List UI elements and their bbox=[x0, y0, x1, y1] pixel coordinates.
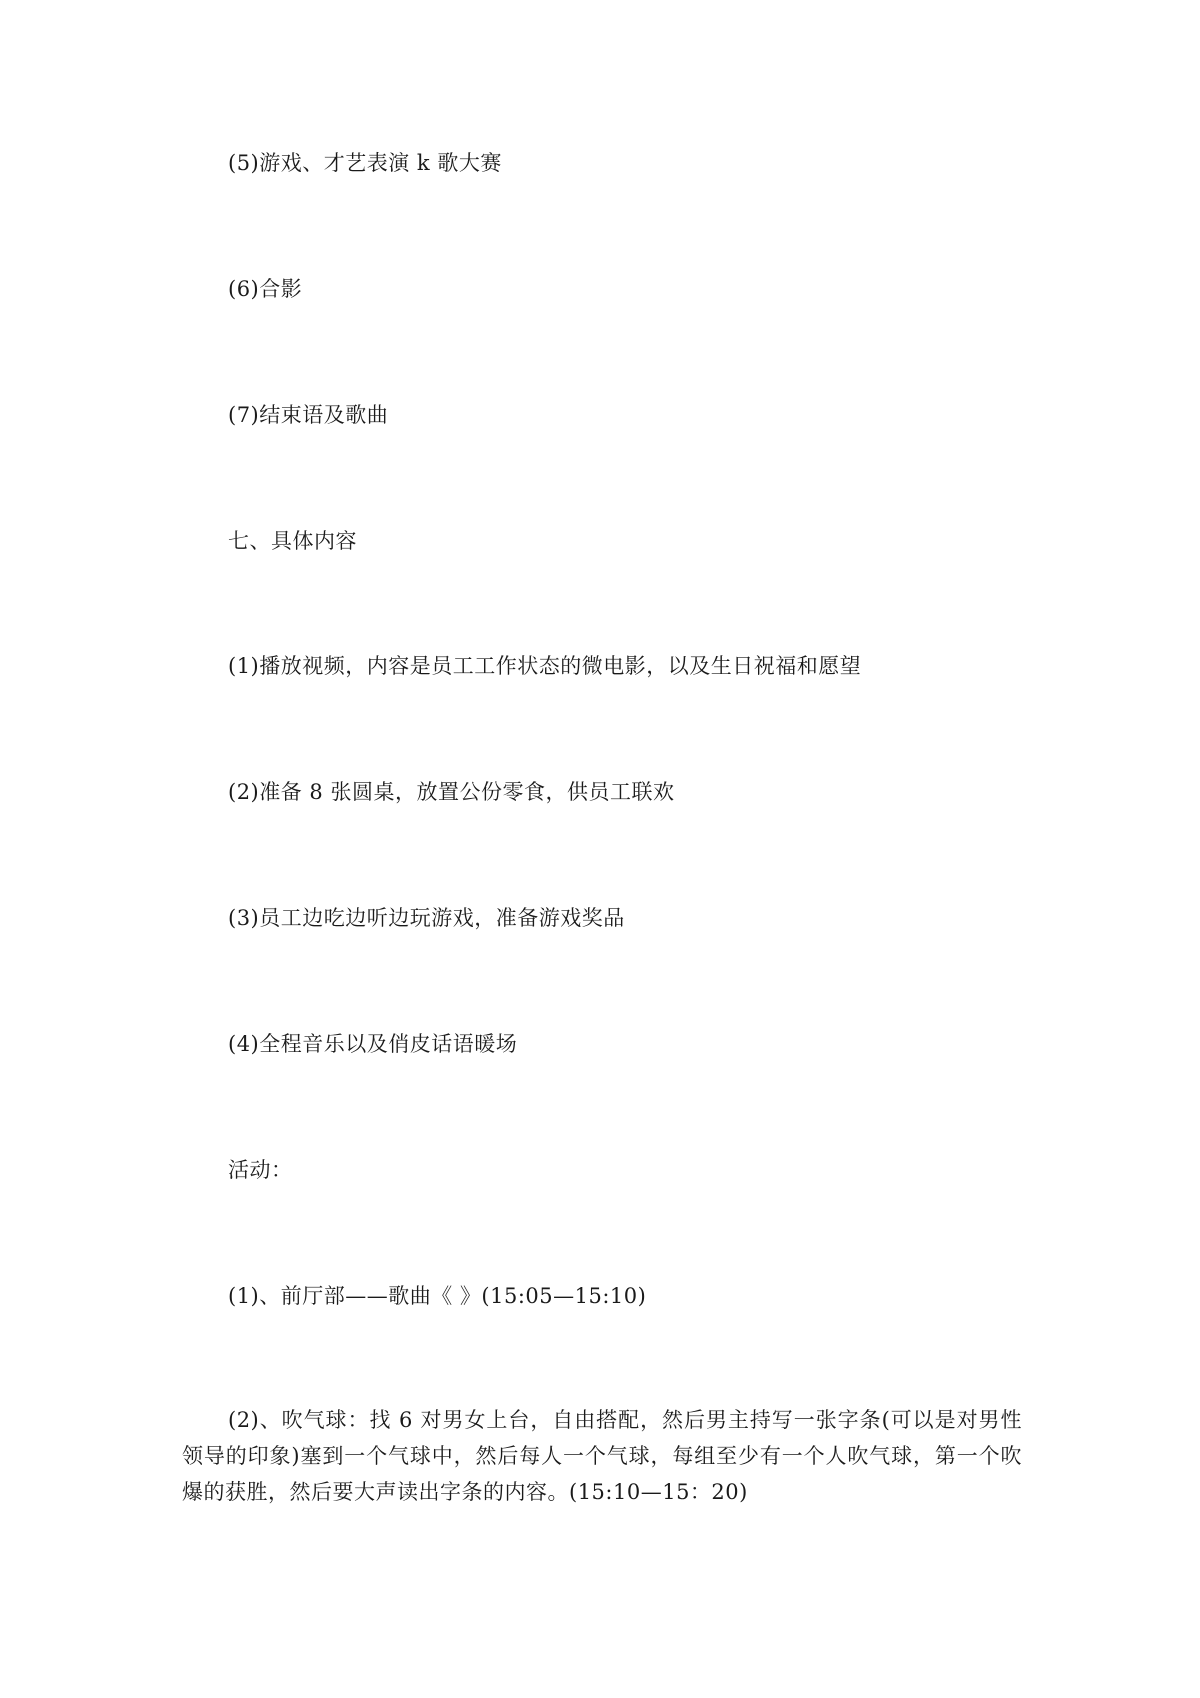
list-item-video: (1)播放视频，内容是员工工作状态的微电影，以及生日祝福和愿望 bbox=[228, 654, 862, 678]
list-item-group-photo: (6)合影 bbox=[228, 277, 303, 301]
activities-heading: 活动： bbox=[228, 1158, 293, 1182]
list-item-music: (4)全程音乐以及俏皮话语暖场 bbox=[228, 1032, 518, 1056]
list-item-games-prizes: (3)员工边吃边听边玩游戏，准备游戏奖品 bbox=[228, 906, 625, 930]
list-item-tables: (2)准备 8 张圆桌，放置公份零食，供员工联欢 bbox=[228, 780, 675, 804]
list-item-games: (5)游戏、才艺表演 k 歌大赛 bbox=[228, 151, 502, 175]
section-heading-details: 七、具体内容 bbox=[228, 529, 357, 553]
activity-item-balloon: (2)、吹气球：找 6 对男女上台，自由搭配，然后男主持写一张字条(可以是对男性领导的印象)塞到一个气球中，然后每人一个气球，每组至少有一个人吹气球，第一个吹爆的获胜，然后要大声读出字条的内容。(15:10—15：20) bbox=[182, 1408, 1022, 1504]
list-item-closing: (7)结束语及歌曲 bbox=[228, 403, 389, 427]
activity-item-song: (1)、前厅部——歌曲《 》(15:05—15:10) bbox=[228, 1284, 647, 1308]
